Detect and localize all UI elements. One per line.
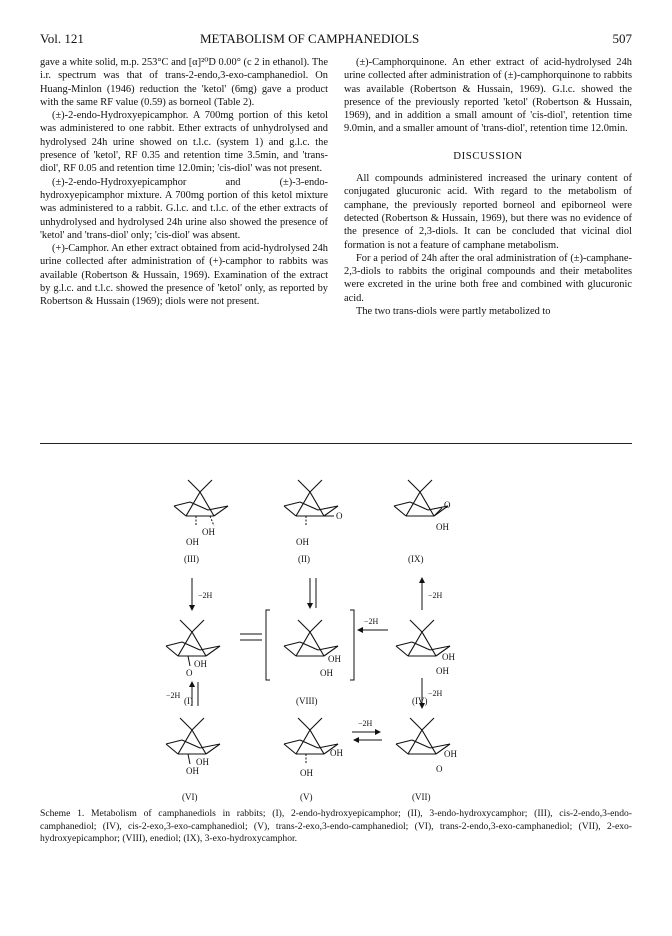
compound-label-IX: (IX) [408,554,424,564]
equilibrium-I-VIII [240,634,262,640]
oh-label: OH [320,668,333,678]
compound-VII [396,718,457,802]
section-divider [40,443,632,444]
running-title: METABOLISM OF CAMPHANEDIOLS [200,31,420,46]
paragraph: (+)-Camphor. An ether extract obtained from acid-hydrolysed 24h urine collected after administration of (+)-camphor to rabbits was available (Robertson & Hussain, 1969). Examination of the extract by g.l.c. and t.l.c. showed the presence of 'ketol' only, as reported by Robertson & Hussain (1969); diols were not present. [40,243,328,308]
compound-label-III: (III) [184,554,199,564]
minus-2h-label: −2H [166,691,181,700]
arrow-III-to-I [192,578,213,610]
paragraph: (±)-2-endo-Hydroxyepicamphor. A 700mg portion of this ketol was administered to one rabbit. Ether extracts of unhydrolysed and hydrolysed 24h urine showed on t.l.c. (system 1) and g.l.c. the presence of 'ketol', RF 0.35 and retention time 3.5min, and 'trans-diol', RF 0.05 and retention time 12.0min; 'cis-diol' was not present. [40,110,328,175]
scheme-caption: Scheme 1. Metabolism of camphanediols in rabbits; (I), 2-endo-hydroxyepicamphor; (II), 3-endo-hydroxycamphor; (III), cis-2-endo,3-endo-camphanediol; (IV), cis-2-exo,3-exo-camphanediol; (V), trans-2-exo,3-endo-camphanediol; (VI), trans-2-endo,3-exo-camphanediol; (VII), 2-exo-hydroxyepicamphor; (VIII), enediol; (IX), 3-exo-hydroxycamphor. [40,808,632,844]
oh-label: OH [296,537,309,547]
paragraph: For a period of 24h after the oral administration of (±)-camphane-2,3-diols to rabbits the original compounds and their metabolites were excreted in the urine both free and combined with glucuronic acid. [344,252,632,304]
compound-IX [394,480,451,564]
oh-label: OH [444,749,457,759]
paragraph: (±)-Camphorquinone. An ether extract of acid-hydrolysed 24h urine collected after administration of (±)-camphorquinone to rabbits was available (Robertson & Hussain, 1969). G.l.c. showed the presence of the previously reported 'ketol' (Robertson & Hussain, 1969), and in addition a small amount of 'cis-diol', retention time 9.0min, and a smaller amount of 'trans-diol', retention time 12.0min. [344,57,632,135]
section-heading: DISCUSSION [453,149,523,162]
o-label: O [336,511,343,521]
o-label: O [444,500,451,510]
paragraph: (±)-2-endo-Hydroxyepicamphor and (±)-3-endo-hydroxyepicamphor mixture. A 700mg portion of this ketol mixture was administered to a rabbit. G.l.c. and t.l.c. of the ether extracts of unhydrolysed and hydrolysed 24h urine also showed the presence of 'ketol' and 'trans-diol' only; 'cis-diol' was absent. [40,176,328,241]
compound-label-VIII: (VIII) [296,696,318,706]
minus-2h-label: −2H [198,591,213,600]
compound-label-I: (I) [184,696,193,706]
running-header [40,31,632,47]
compound-label-VI: (VI) [182,792,198,802]
compound-label-IV: (IV) [412,696,428,706]
metabolism-scheme [140,470,540,810]
compound-III [174,480,228,564]
paragraph: The two trans-diols were partly metabolized to [356,306,551,318]
oh-label: OH [300,768,313,778]
compound-label-VII: (VII) [412,792,431,802]
paragraph: gave a white solid, m.p. 253°C and [α]²⁰D 0.00° (c 2 in ethanol). The i.r. spectrum was that of trans-2-endo,3-exo-camphanediol. On Huang-Minlon (1946) reduction the 'ketol' (6mg) gave a product with the same RF value (0.59) as borneol (Table 2). [40,57,328,108]
oh-label: OH [436,666,449,676]
o-label: O [186,668,193,678]
compound-VI [166,718,220,802]
minus-2h-label: −2H [364,617,379,626]
compound-label-V: (V) [300,792,313,802]
minus-2h-label: −2H [428,591,443,600]
compound-VIII [266,610,354,706]
arrow-IV-to-IX [422,578,443,610]
minus-2h-label: −2H [428,689,443,698]
paragraph: All compounds administered increased the urinary content of conjugated glucuronic acid. With regard to the metabolism of camphane, the previously reported borneol and epiborneol were detected (Robertson & Hussain, 1969), but there was no evidence of the presence of 2,3-diols. It can be concluded that vicinal diol formation is not a feature of camphane metabolism. [344,173,632,251]
arrow-VI-to-I [166,682,198,706]
compound-V [284,718,343,802]
minus-2h-label: −2H [358,719,373,728]
equilibrium-V-VII [352,719,382,740]
oh-label: OH [328,654,341,664]
oh-label: OH [196,757,209,767]
arrow-IV-to-VIII [358,617,388,630]
compound-label-II: (II) [298,554,310,564]
right-column [344,56,632,318]
oh-label: OH [442,652,455,662]
oh-label: OH [194,659,207,669]
left-column [40,56,328,309]
oh-label: OH [186,537,199,547]
compound-II [284,480,343,564]
oh-label: OH [186,766,199,776]
compound-IV [396,620,455,706]
page-number: 507 [612,31,632,46]
oh-label: OH [202,527,215,537]
o-label: O [436,764,443,774]
arrow-II-VIII [310,578,316,608]
oh-label: OH [330,748,343,758]
volume-label: Vol. 121 [40,31,84,46]
oh-label: OH [436,522,449,532]
